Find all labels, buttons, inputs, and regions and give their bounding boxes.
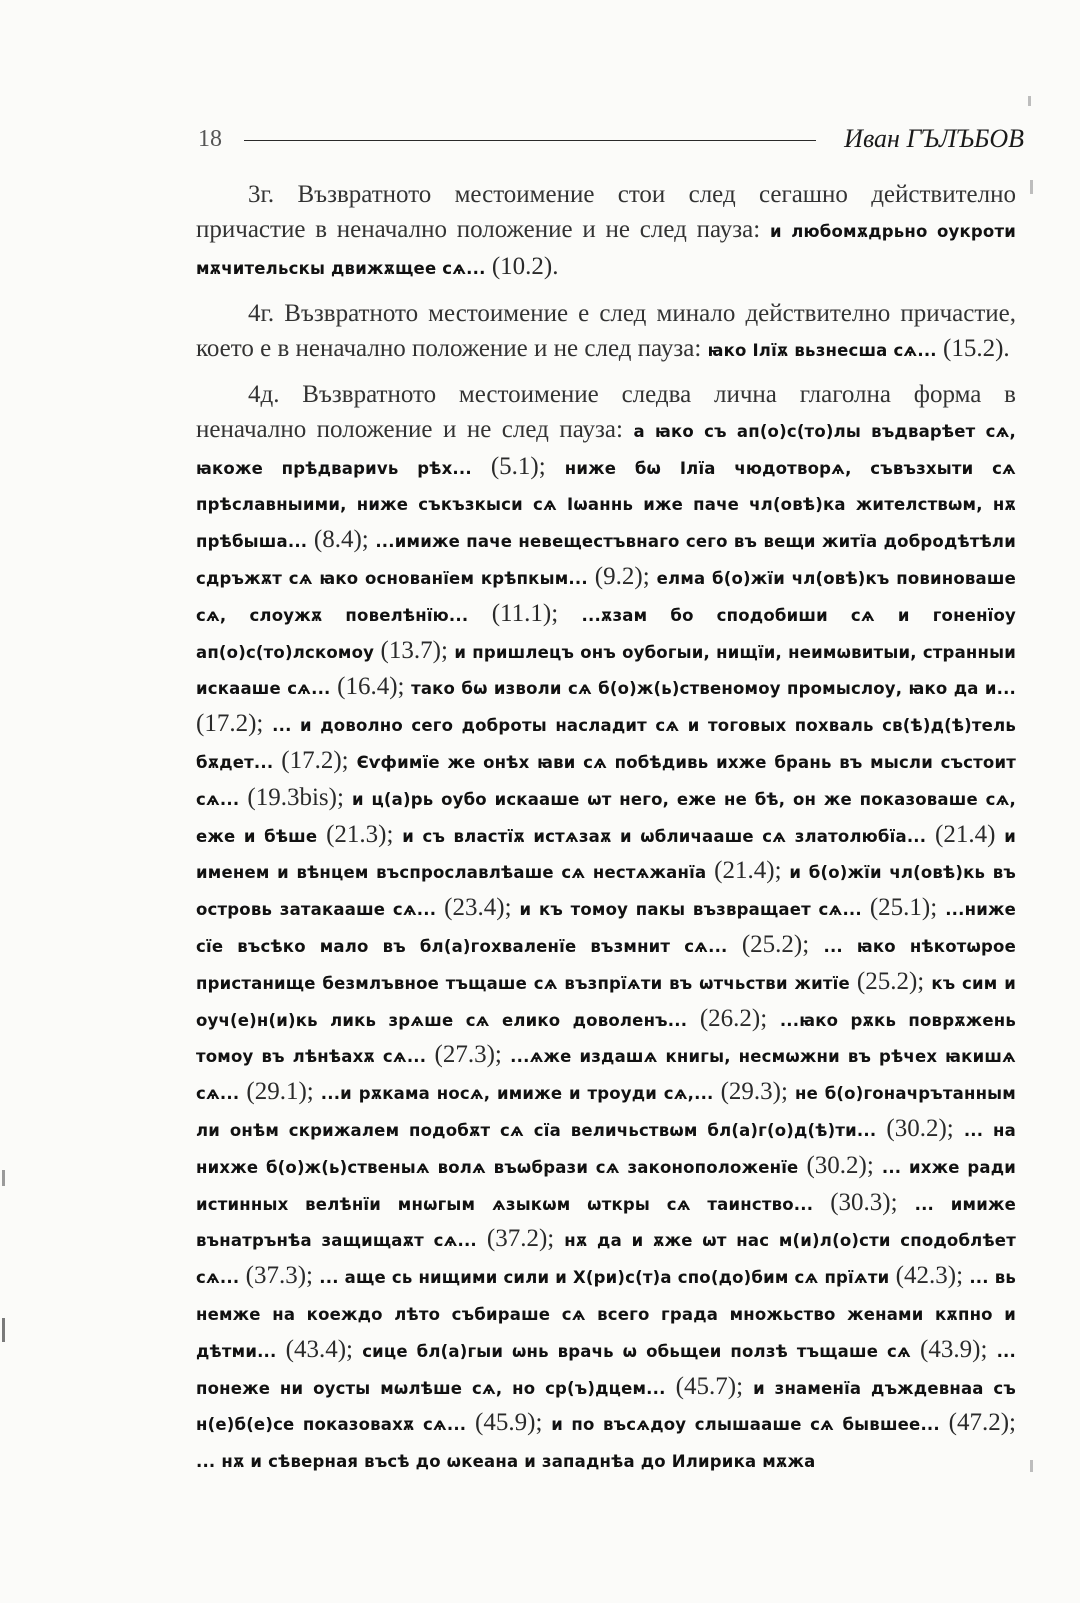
citation-reference: (17.2); [273, 746, 357, 774]
citation-reference: (21.4); [706, 857, 790, 885]
citation-reference: (29.1); [239, 1078, 321, 1106]
citation-reference: (16.4); [330, 673, 412, 701]
old-church-slavonic-quote: и по въсѧдоу слышааше сѧ бывшее... [551, 1415, 940, 1435]
old-church-slavonic-quote: ...и рѫкама носѧ, имиже и троуди сѧ,... [320, 1084, 714, 1104]
citation-reference: (45.9); [466, 1409, 552, 1437]
old-church-slavonic-quote: ...ниже сїе въсѣко мало въ бл(а)гохваленїе възмнит сѧ... [196, 900, 1016, 956]
citation-reference: (29.3); [713, 1078, 795, 1106]
old-church-slavonic-quote: елма б(о)жїи чл(овѣ)къ повиноваше сѧ, слоужѫ повелѣнїю... [196, 568, 1016, 625]
paragraph [196, 177, 1016, 286]
old-church-slavonic-quote: ... понеже ни оусты мѡлѣше сѧ, но ср(ъ)дцем... [196, 1341, 1016, 1398]
citation-reference: (21.4) [926, 820, 1005, 848]
citation-reference: (43.9); [910, 1335, 997, 1363]
body-text-run: Възвратното местоимение е след минало действително причастие, което е в неначално положение и не след пауза: [196, 300, 1016, 362]
old-church-slavonic-quote: и ц(а)рь оубо искааше ѡт него, еже не бѣ, он же показоваше сѧ, еже и бѣше [196, 789, 1016, 846]
citation-reference: (45.7); [665, 1372, 754, 1400]
old-church-slavonic-quote: ... на нихже б(о)ж(ь)ственыѧ волѧ въѡбрази сѧ законоположенїе [196, 1120, 1016, 1177]
old-church-slavonic-quote: не б(о)гоначрътанным ли онѣм скрижалем подобѫт сѧ сїа величьствѡм бл(а)г(о)д(ѣ)ти... [196, 1084, 1016, 1140]
old-church-slavonic-quote: къ сим и оуч(е)н(и)кь ликь зрѧше сѧ елико доволенъ... [196, 973, 1016, 1030]
old-church-slavonic-quote: ... аще сь нищими сили и Х(ри)с(т)а спо(до)бим сѧ прїѧти [319, 1268, 890, 1288]
old-church-slavonic-quote: и пришлецъ онъ оубогыи, нищїи, неимѡвитыи, странныи искааше сѧ... [196, 642, 1016, 699]
old-church-slavonic-quote: ... вь немже на коеждо лѣто събираше сѧ всего града множьство женами кѫпно и дѣтми... [196, 1268, 1017, 1361]
citation-reference: (23.4); [436, 894, 520, 922]
old-church-slavonic-quote: ниже бѡ Ιлїа чюдотворѧ, съвъзхыти сѧ прѣславныими, ниже съкъзкыси сѧ Ιѡаннь иже паче чл(овѣ)ка жителствѡм, нѫ прѣбыша... [196, 458, 1016, 552]
body-text [196, 177, 1016, 1490]
old-church-slavonic-quote: и любомѫдрьно оукроти мѫчительскы движѫщее сѧ... [196, 222, 1016, 278]
citation-reference: (15.2). [936, 335, 1010, 362]
scan-edge-mark [1030, 1460, 1033, 1472]
citation-reference: (25.2); [849, 967, 932, 995]
citation-reference: (5.1); [471, 452, 565, 480]
old-church-slavonic-quote: а ꙗко съ ап(о)с(то)лы въдварѣет сѧ, ꙗкоже прѣдвариvь рѣх... [196, 421, 1016, 478]
body-text-run: Възвратното местоимение следва лична глаголна форма в неначално положение и не след пауза: [196, 381, 1016, 443]
citation-reference: (10.2). [485, 253, 559, 280]
citation-reference: (13.7); [374, 636, 455, 664]
citation-reference: (21.3); [317, 820, 403, 848]
citation-reference: (30.2); [798, 1151, 882, 1179]
old-church-slavonic-quote: ... нѫ и сѣверная въсѣ до ѡкеана и западнѣа до Илирика мѫжа [196, 1452, 816, 1472]
body-text-run: Възвратното местоимение стои след сегашно действително причастие в неначално положение и не след пауза: [196, 181, 1016, 243]
citation-reference: (9.2); [587, 562, 657, 590]
running-title-author: Иван ГЪЛЪБОВ [844, 124, 1024, 153]
scan-edge-mark [1030, 180, 1033, 194]
citation-reference: (25.2); [727, 930, 824, 958]
old-church-slavonic-quote: и съ властїѫ истѧзаѫ и ѡбличааше сѧ златолюбїа... [402, 826, 927, 846]
page-number: 18 [198, 126, 222, 152]
citation-reference: (25.1); [861, 894, 946, 922]
old-church-slavonic-quote: ... и доволно сего доброты насладит сѧ и тоговых похваль св(ѣ)д(ѣ)тель бѫдет... [196, 716, 1016, 772]
old-church-slavonic-quote: ... ꙗко нѣкотѡрое пристанище безмлъвное тъщаше сѧ възпрїѧти въ ѡтчьстви житїе [196, 936, 1016, 993]
scan-edge-mark [2, 1170, 5, 1186]
citation-reference: (30.2); [876, 1114, 964, 1142]
paragraph-label: 4г. [248, 300, 285, 327]
old-church-slavonic-quote: ...имиже паче невещестъвнаго сего въ вещи житїа добродѣтѣли сдръжѫт сѧ ꙗко основанїем крѣпкым... [196, 532, 1016, 588]
scan-edge-mark [2, 1318, 5, 1342]
paragraph-label: 3г. [248, 181, 298, 208]
paragraph-label: 4д. [248, 381, 303, 408]
old-church-slavonic-quote: ...ѧже издашѧ книгы, несмѡжни въ рѣчех ꙗкишѧ сѧ... [196, 1047, 1016, 1104]
citation-reference: (17.2); [196, 710, 273, 738]
citation-reference: (37.3); [239, 1262, 320, 1290]
paragraph [196, 378, 1016, 1480]
citation-reference: (37.2); [476, 1225, 565, 1253]
citation-reference: (27.3); [426, 1041, 511, 1069]
citation-reference: (47.2); [939, 1409, 1016, 1437]
citation-reference: (26.2); [687, 1004, 780, 1032]
old-church-slavonic-quote: ... имиже вънатрънѣа защищаѫт сѧ... [196, 1194, 1016, 1251]
citation-reference: (30.3); [813, 1188, 915, 1216]
citation-reference: (19.3bis); [239, 783, 352, 811]
running-head [198, 120, 1024, 160]
citation-reference: (8.4); [307, 526, 376, 554]
old-church-slavonic-quote: ...ꙗко рѫкь поврѫжень томоу въ лѣнѣахѫ сѧ... [196, 1010, 1016, 1067]
old-church-slavonic-quote: и именем и вѣнцем въспрославлѣаше сѧ нестѧжанїа [196, 826, 1016, 883]
old-church-slavonic-quote: ...ѫзам бо сподобиши сѧ и гоненїоу ап(о)с(то)лскомоу [196, 605, 1017, 662]
citation-reference: (42.3); [889, 1262, 970, 1290]
scan-edge-mark [1028, 96, 1031, 106]
old-church-slavonic-quote: сице бл(а)гыи ѡнь врачь ѡ обьщеи ползѣ тъщаше сѧ [362, 1341, 911, 1361]
old-church-slavonic-quote: и къ томоу пакы възвращает сѧ... [519, 900, 862, 920]
citation-reference: (43.4); [276, 1335, 363, 1363]
old-church-slavonic-quote: ꙗко Ιлїѫ вьзнесша сѧ... [707, 341, 937, 360]
old-church-slavonic-quote: Єѵфимїе же онѣх ꙗви сѧ побѣдивь ихже брань въ мысли състоит сѧ... [196, 752, 1016, 809]
old-church-slavonic-quote: тако бѡ изволи сѧ б(о)ж(ь)ственомоу промыслоу, ꙗко да и... [411, 679, 1017, 699]
old-church-slavonic-quote: нѫ да и ѫже ѡт нас м(и)л(о)сти сподоблѣет сѧ... [196, 1231, 1016, 1288]
old-church-slavonic-quote: ... ихже ради истинных велѣнїи мнѡгым ѧзыкѡм ѡткры сѧ таинство... [196, 1157, 1016, 1214]
old-church-slavonic-quote: и знаменїа дъждевнаа съ н(е)б(е)се показовахѫ сѧ... [196, 1378, 1016, 1435]
old-church-slavonic-quote: и б(о)жїи чл(овѣ)кь въ островь затакааше сѧ... [196, 863, 1016, 920]
header-rule [244, 140, 816, 141]
paragraph [196, 296, 1016, 368]
citation-reference: (11.1); [468, 599, 582, 627]
